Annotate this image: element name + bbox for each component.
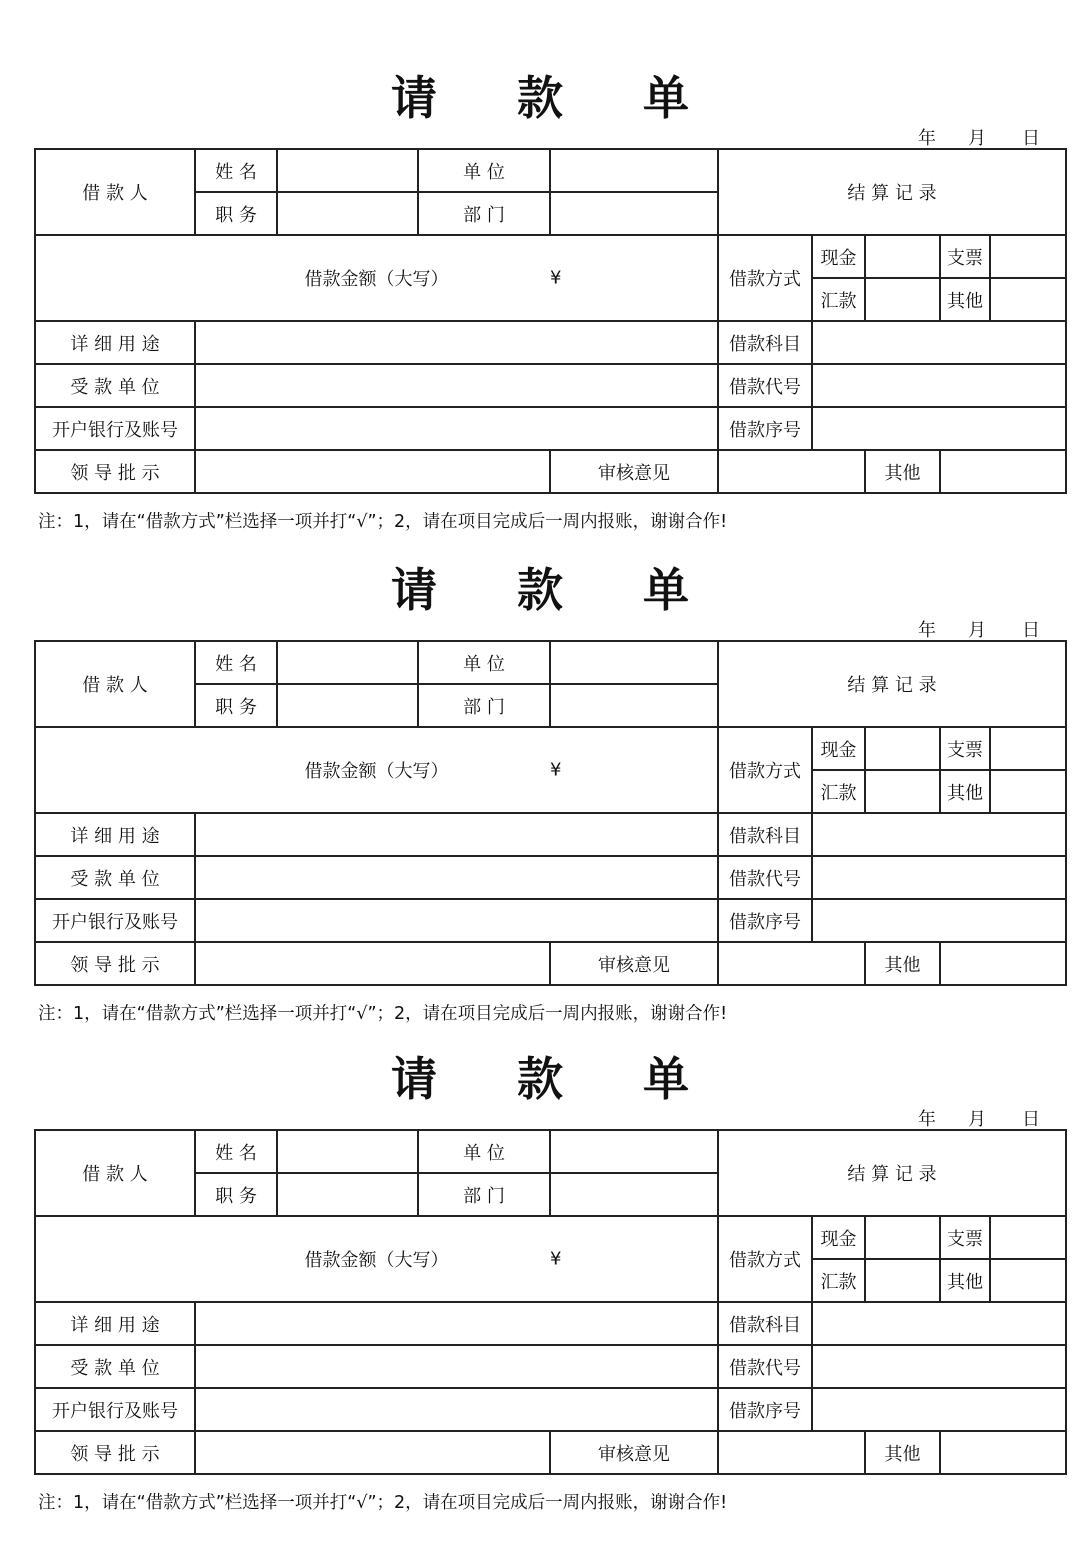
position-field[interactable] xyxy=(277,192,418,235)
title-char: 款 xyxy=(517,1052,563,1106)
cash-checkbox[interactable] xyxy=(865,727,940,770)
leader-field[interactable] xyxy=(195,942,550,985)
amount-field[interactable] xyxy=(35,1216,718,1302)
other-label: 其他 xyxy=(865,1431,940,1474)
method-label: 借款方式 xyxy=(718,235,812,321)
name-label: 姓 名 xyxy=(195,1130,277,1173)
code-field[interactable] xyxy=(812,1345,1066,1388)
other-method-label: 其他 xyxy=(940,1259,990,1302)
title-char: 请 xyxy=(391,71,437,125)
cash-label: 现金 xyxy=(812,1216,865,1259)
code-field[interactable] xyxy=(812,856,1066,899)
title-char: 单 xyxy=(643,1052,689,1106)
settlement-record-label: 结 算 记 录 xyxy=(718,641,1066,727)
other-field[interactable] xyxy=(940,942,1066,985)
other-method-label: 其他 xyxy=(940,278,990,321)
unit-field[interactable] xyxy=(550,1130,718,1173)
date-day-label: 日 xyxy=(1022,1109,1040,1130)
unit-label: 单 位 xyxy=(418,641,550,684)
check-checkbox[interactable] xyxy=(990,235,1066,278)
bank-label: 开户银行及账号 xyxy=(35,1388,195,1431)
title-char: 单 xyxy=(643,563,689,617)
borrower-label: 借 款 人 xyxy=(35,1130,195,1216)
title-char: 单 xyxy=(643,71,689,125)
borrower-label: 借 款 人 xyxy=(35,641,195,727)
position-label: 职 务 xyxy=(195,684,277,727)
other-method-checkbox[interactable] xyxy=(990,1259,1066,1302)
title-char: 请 xyxy=(391,1052,437,1106)
department-label: 部 门 xyxy=(418,1173,550,1216)
date-year-label: 年 xyxy=(918,1109,936,1130)
purpose-field[interactable] xyxy=(195,1302,718,1345)
payee-field[interactable] xyxy=(195,364,718,407)
serial-label: 借款序号 xyxy=(718,899,812,942)
other-field[interactable] xyxy=(940,450,1066,493)
position-label: 职 务 xyxy=(195,192,277,235)
yen-symbol: ¥ xyxy=(550,267,562,289)
date-year-label: 年 xyxy=(918,620,936,641)
remit-checkbox[interactable] xyxy=(865,278,940,321)
bank-label: 开户银行及账号 xyxy=(35,407,195,450)
date-month-label: 月 xyxy=(968,1109,986,1130)
settlement-record-label: 结 算 记 录 xyxy=(718,1130,1066,1216)
date-day-label: 日 xyxy=(1022,620,1040,641)
department-field[interactable] xyxy=(550,192,718,235)
position-label: 职 务 xyxy=(195,1173,277,1216)
date-month-label: 月 xyxy=(968,128,986,149)
payment-request-form xyxy=(0,492,1080,1024)
purpose-label: 详 细 用 途 xyxy=(35,1302,195,1345)
check-checkbox[interactable] xyxy=(990,1216,1066,1259)
cash-label: 现金 xyxy=(812,235,865,278)
cash-label: 现金 xyxy=(812,727,865,770)
yen-symbol: ¥ xyxy=(550,759,562,781)
department-field[interactable] xyxy=(550,1173,718,1216)
purpose-label: 详 细 用 途 xyxy=(35,321,195,364)
form-table xyxy=(34,1129,1067,1475)
cash-checkbox[interactable] xyxy=(865,235,940,278)
leader-field[interactable] xyxy=(195,1431,550,1474)
form-note: 注：1，请在“借款方式”栏选择一项并打“√”；2，请在项目完成后一周内报账，谢谢合作! xyxy=(38,1004,728,1024)
title-char: 请 xyxy=(391,563,437,617)
unit-field[interactable] xyxy=(550,641,718,684)
purpose-field[interactable] xyxy=(195,321,718,364)
unit-field[interactable] xyxy=(550,149,718,192)
date-month-label: 月 xyxy=(968,620,986,641)
payee-label: 受 款 单 位 xyxy=(35,856,195,899)
unit-label: 单 位 xyxy=(418,149,550,192)
payment-request-form xyxy=(0,0,1080,532)
borrower-label: 借 款 人 xyxy=(35,149,195,235)
name-field[interactable] xyxy=(277,1130,418,1173)
position-field[interactable] xyxy=(277,1173,418,1216)
payee-label: 受 款 单 位 xyxy=(35,1345,195,1388)
remit-checkbox[interactable] xyxy=(865,770,940,813)
subject-label: 借款科目 xyxy=(718,813,812,856)
remit-label: 汇款 xyxy=(812,278,865,321)
unit-label: 单 位 xyxy=(418,1130,550,1173)
yen-symbol: ¥ xyxy=(550,1248,562,1270)
name-label: 姓 名 xyxy=(195,149,277,192)
leader-label: 领 导 批 示 xyxy=(35,450,195,493)
bank-field[interactable] xyxy=(195,1388,718,1431)
code-label: 借款代号 xyxy=(718,856,812,899)
amount-label: 借款金额（大写） xyxy=(304,1250,449,1271)
subject-label: 借款科目 xyxy=(718,321,812,364)
serial-field[interactable] xyxy=(812,1388,1066,1431)
amount-field[interactable] xyxy=(35,235,718,321)
check-label: 支票 xyxy=(940,235,990,278)
leader-label: 领 导 批 示 xyxy=(35,1431,195,1474)
method-label: 借款方式 xyxy=(718,1216,812,1302)
review-field[interactable] xyxy=(718,450,865,493)
form-note: 注：1，请在“借款方式”栏选择一项并打“√”；2，请在项目完成后一周内报账，谢谢合作! xyxy=(38,512,728,532)
other-label: 其他 xyxy=(865,942,940,985)
check-checkbox[interactable] xyxy=(990,727,1066,770)
department-label: 部 门 xyxy=(418,192,550,235)
remit-checkbox[interactable] xyxy=(865,1259,940,1302)
other-label: 其他 xyxy=(865,450,940,493)
amount-field[interactable] xyxy=(35,727,718,813)
payment-request-form xyxy=(0,981,1080,1513)
code-label: 借款代号 xyxy=(718,364,812,407)
department-label: 部 门 xyxy=(418,684,550,727)
remit-label: 汇款 xyxy=(812,770,865,813)
subject-field[interactable] xyxy=(812,1302,1066,1345)
bank-field[interactable] xyxy=(195,899,718,942)
check-label: 支票 xyxy=(940,1216,990,1259)
payee-field[interactable] xyxy=(195,1345,718,1388)
code-label: 借款代号 xyxy=(718,1345,812,1388)
subject-label: 借款科目 xyxy=(718,1302,812,1345)
bank-field[interactable] xyxy=(195,407,718,450)
payee-field[interactable] xyxy=(195,856,718,899)
title-char: 款 xyxy=(517,563,563,617)
department-field[interactable] xyxy=(550,684,718,727)
code-field[interactable] xyxy=(812,364,1066,407)
other-field[interactable] xyxy=(940,1431,1066,1474)
form-note: 注：1，请在“借款方式”栏选择一项并打“√”；2，请在项目完成后一周内报账，谢谢合作! xyxy=(38,1493,728,1513)
leader-field[interactable] xyxy=(195,450,550,493)
review-label: 审核意见 xyxy=(550,942,718,985)
subject-field[interactable] xyxy=(812,813,1066,856)
review-field[interactable] xyxy=(718,1431,865,1474)
name-field[interactable] xyxy=(277,149,418,192)
leader-label: 领 导 批 示 xyxy=(35,942,195,985)
other-method-label: 其他 xyxy=(940,770,990,813)
check-label: 支票 xyxy=(940,727,990,770)
form-title xyxy=(0,62,1080,132)
settlement-record-label: 结 算 记 录 xyxy=(718,149,1066,235)
serial-label: 借款序号 xyxy=(718,1388,812,1431)
other-method-checkbox[interactable] xyxy=(990,278,1066,321)
form-table xyxy=(34,640,1067,986)
name-label: 姓 名 xyxy=(195,641,277,684)
name-field[interactable] xyxy=(277,641,418,684)
date-year-label: 年 xyxy=(918,128,936,149)
amount-label: 借款金额（大写） xyxy=(304,761,449,782)
subject-field[interactable] xyxy=(812,321,1066,364)
purpose-label: 详 细 用 途 xyxy=(35,813,195,856)
serial-label: 借款序号 xyxy=(718,407,812,450)
cash-checkbox[interactable] xyxy=(865,1216,940,1259)
review-label: 审核意见 xyxy=(550,450,718,493)
position-field[interactable] xyxy=(277,684,418,727)
review-label: 审核意见 xyxy=(550,1431,718,1474)
serial-field[interactable] xyxy=(812,407,1066,450)
review-field[interactable] xyxy=(718,942,865,985)
date-day-label: 日 xyxy=(1022,128,1040,149)
amount-label: 借款金额（大写） xyxy=(304,269,449,290)
form-title xyxy=(0,1043,1080,1113)
form-table xyxy=(34,148,1067,494)
title-char: 款 xyxy=(517,71,563,125)
purpose-field[interactable] xyxy=(195,813,718,856)
bank-label: 开户银行及账号 xyxy=(35,899,195,942)
method-label: 借款方式 xyxy=(718,727,812,813)
remit-label: 汇款 xyxy=(812,1259,865,1302)
payee-label: 受 款 单 位 xyxy=(35,364,195,407)
other-method-checkbox[interactable] xyxy=(990,770,1066,813)
serial-field[interactable] xyxy=(812,899,1066,942)
form-title xyxy=(0,554,1080,624)
